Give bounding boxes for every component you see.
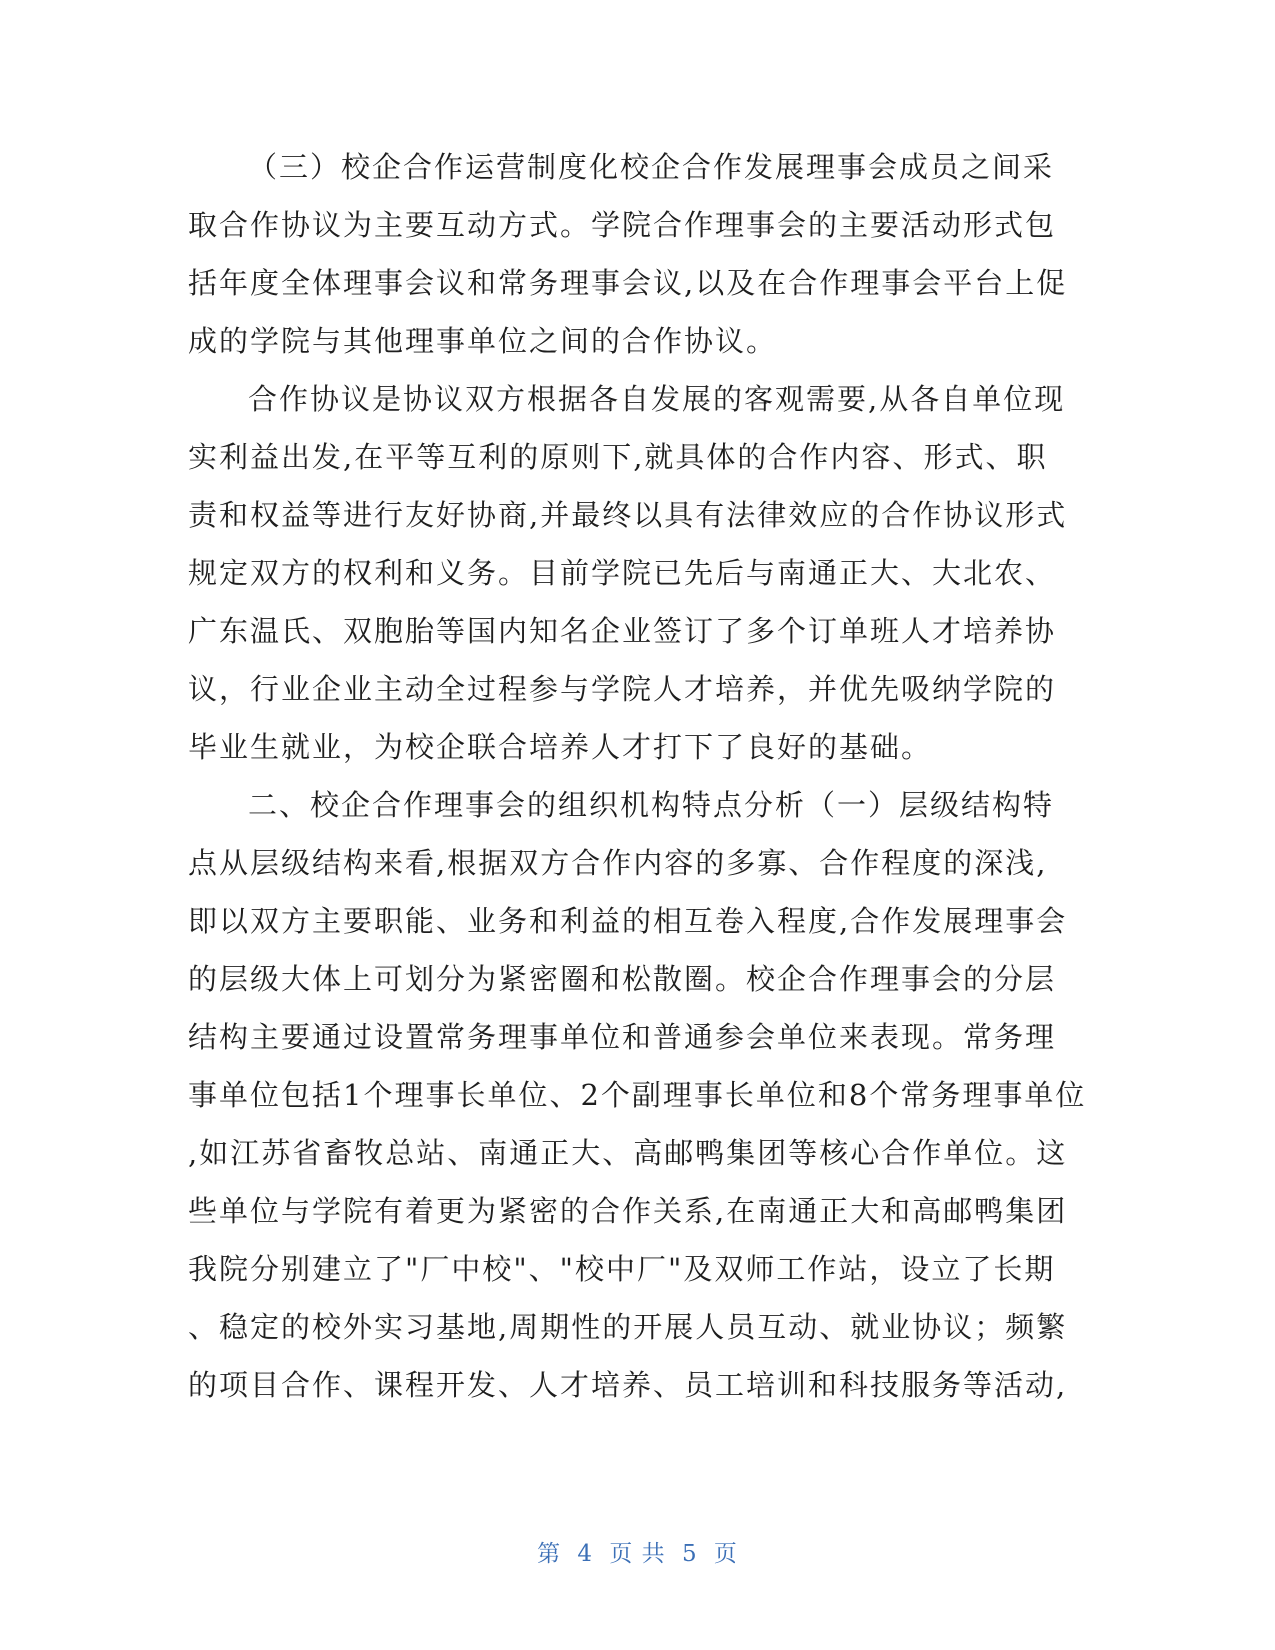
paragraph-1 <box>188 138 1070 370</box>
text-line: 些单位与学院有着更为紧密的合作关系,在南通正大和高邮鸭集团 <box>188 1194 1068 1228</box>
text-line: 毕业生就业，为校企联合培养人才打下了良好的基础。 <box>188 730 933 764</box>
text-line: 的层级大体上可划分为紧密圈和松散圈。校企合作理事会的分层 <box>188 962 1057 996</box>
paragraph-3 <box>188 776 1087 1414</box>
page-footer-suffix: 页 <box>713 1541 738 1567</box>
text-line: 取合作协议为主要互动方式。学院合作理事会的主要活动形式包 <box>188 208 1057 242</box>
current-page-number: 4 <box>577 1541 594 1567</box>
text-line: 合作协议是协议双方根据各自发展的客观需要,从各自单位现 <box>248 382 1066 416</box>
text-line: 括年度全体理事会议和常务理事会议,以及在合作理事会平台上促 <box>188 266 1068 300</box>
text-line: 二、校企合作理事会的组织机构特点分析（一）层级结构特 <box>248 788 1055 822</box>
text-line: ,如江苏省畜牧总站、南通正大、高邮鸭集团等核心合作单位。这 <box>188 1136 1068 1170</box>
text-line: 事单位包括1个理事长单位、2个副理事长单位和8个常务理事单位 <box>188 1078 1087 1112</box>
text-line: 责和权益等进行友好协商,并最终以具有法律效应的合作协议形式 <box>188 498 1068 532</box>
document-body <box>188 138 1087 1414</box>
text-line: 点从层级结构来看,根据双方合作内容的多寡、合作程度的深浅, <box>188 846 1048 880</box>
total-page-count: 5 <box>681 1541 698 1567</box>
text-line: 我院分别建立了"厂中校"、"校中厂"及双师工作站，设立了长期 <box>188 1252 1056 1286</box>
page-number-footer <box>0 1535 1275 1568</box>
text-line: 成的学院与其他理事单位之间的合作协议。 <box>188 324 778 358</box>
text-line: 、稳定的校外实习基地,周期性的开展人员互动、就业协议；频繁 <box>188 1310 1068 1344</box>
page-footer-middle: 页 共 <box>609 1541 666 1567</box>
text-line: 议，行业企业主动全过程参与学院人才培养，并优先吸纳学院的 <box>188 672 1057 706</box>
text-line: 实利益出发,在平等互利的原则下,就具体的合作内容、形式、职 <box>188 440 1048 474</box>
paragraph-2 <box>188 370 1070 776</box>
text-line: 的项目合作、课程开发、人才培养、员工培训和科技服务等活动, <box>188 1368 1068 1402</box>
text-line: 即以双方主要职能、业务和利益的相互卷入程度,合作发展理事会 <box>188 904 1068 938</box>
text-line: 规定双方的权利和义务。目前学院已先后与南通正大、大北农、 <box>188 556 1057 590</box>
text-line: （三）校企合作运营制度化校企合作发展理事会成员之间采 <box>248 150 1055 184</box>
text-line: 广东温氏、双胞胎等国内知名企业签订了多个订单班人才培养协 <box>188 614 1057 648</box>
page-footer-prefix: 第 <box>537 1541 562 1567</box>
text-line: 结构主要通过设置常务理事单位和普通参会单位来表现。常务理 <box>188 1020 1057 1054</box>
